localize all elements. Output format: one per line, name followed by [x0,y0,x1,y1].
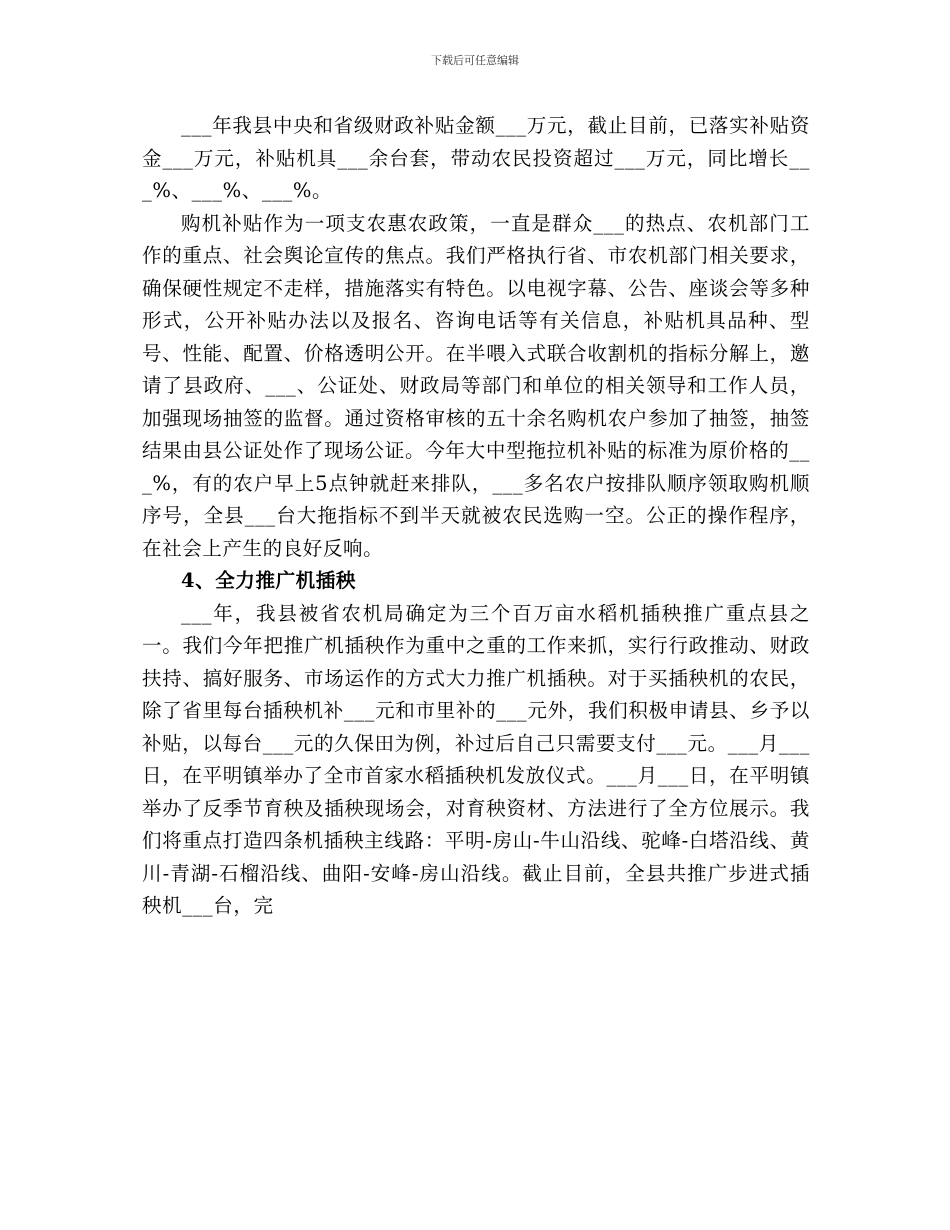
page-header: 下载后可任意编辑 [431,54,519,67]
document-body [142,110,810,923]
paragraph-rice-transplanting: ___年，我县被省农机局确定为三个百万亩水稻机插秧推广重点县之一。我们今年把推广机插秧作为重中之重的工作来抓，实行行政推动、财政扶持、搞好服务、市场运作的方式大力推广机插秧。对于买插秧机的农民，除了省里每台插秧机补___元和市里补的___元外，我们积极申请县、乡予以补贴，以每台___元的久保田为例，补过后自己只需要支付___元。___月___日，在平明镇举办了全市首家水稻插秧机发放仪式。___月___日，在平明镇举办了反季节育秧及插秧现场会，对育秧资材、方法进行了全方位展示。我们将重点打造四条机插秧主线路：平明-房山-牛山沿线、驼峰-白塔沿线、黄川-青湖-石榴沿线、曲阳-安峰-房山沿线。截止目前，全县共推广步进式插秧机___台，完 [142,601,810,917]
paragraph-subsidy-amounts: ___年我县中央和省级财政补贴金额___万元，截止目前，已落实补贴资金___万元，补贴机具___余台套，带动农民投资超过___万元，同比增长___%、___%、___%。 [142,114,810,202]
section-heading: 4、全力推广机插秧 [181,569,356,592]
paragraph-purchase-subsidy-policy: 购机补贴作为一项支农惠农政策，一直是群众___的热点、农机部门工作的重点、社会舆论宣传的焦点。我们严格执行省、市农机部门相关要求，确保硬性规定不走样，措施落实有特色。以电视字幕、公告、座谈会等多种形式，公开补贴办法以及报名、咨询电话等有关信息，补贴机具品种、型号、性能、配置、价格透明公开。在半喂入式联合收割机的指标分解上，邀请了县政府、___、公证处、财政局等部门和单位的相关领导和工作人员，加强现场抽签的监督。通过资格审核的五十余名购机农户参加了抽签，抽签结果由县公证处作了现场公证。今年大中型拖拉机补贴的标准为原价格的___%，有的农户早上5点钟就赶来排队，___多名农户按排队顺序领取购机顺序号，全县___台大拖指标不到半天就被农民选购一空。公正的操作程序，在社会上产生的良好反响。 [142,211,810,560]
